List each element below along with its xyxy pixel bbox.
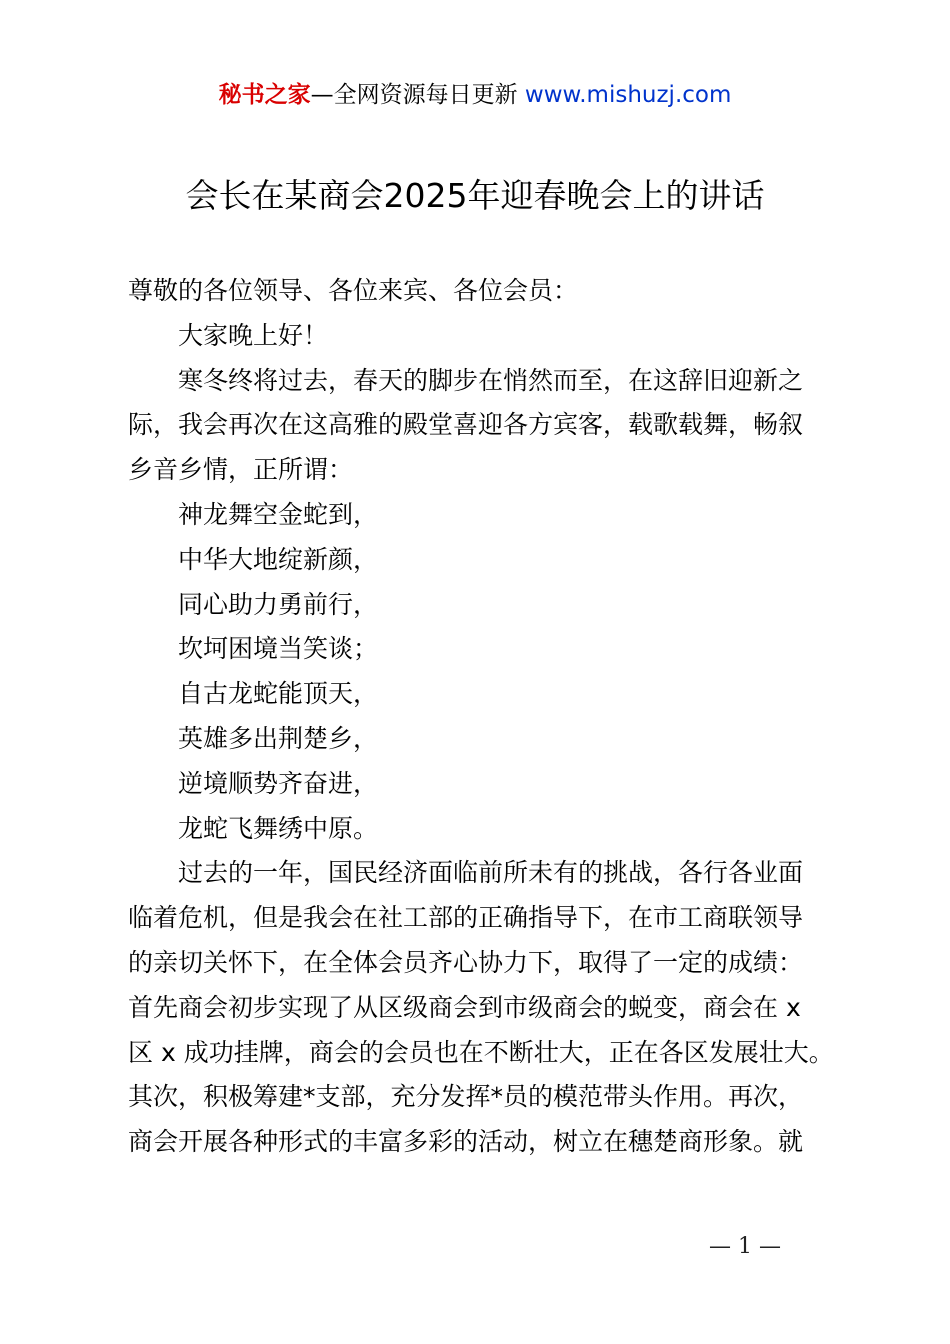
poem-line: 坎坷困境当笑谈； xyxy=(178,634,379,664)
document-title: 会长在某商会2025年迎春晚会上的讲话 xyxy=(185,176,765,215)
review-line: 其次，积极筹建*支部，充分发挥*员的模范带头作用。再次， xyxy=(128,1082,804,1112)
page-number: — 1 — xyxy=(709,1234,781,1259)
salutation: 尊敬的各位领导、各位来宾、各位会员： xyxy=(128,276,579,305)
poem-line: 自古龙蛇能顶天， xyxy=(178,679,379,709)
review-line: 的亲切关怀下，在全体会员齐心协力下，取得了一定的成绩： xyxy=(128,947,804,977)
brand-name: 秘书之家 xyxy=(218,82,311,108)
poem-line: 神龙舞空金蛇到， xyxy=(178,499,379,529)
intro-line: 际，我会再次在这高雅的殿堂喜迎各方宾客，载歌载舞，畅叙 xyxy=(128,410,804,440)
poem-line: 同心助力勇前行， xyxy=(178,589,379,619)
site-banner xyxy=(0,78,950,112)
review-line: 过去的一年，国民经济面临前所未有的挑战，各行各业面 xyxy=(178,858,804,888)
document-body xyxy=(128,269,848,1165)
poem-line: 英雄多出荆楚乡， xyxy=(178,723,379,753)
review-line: 商会开展各种形式的丰富多彩的活动，树立在穗楚商形象。就 xyxy=(128,1127,804,1157)
review-line: 区 x 成功挂牌，商会的会员也在不断壮大，正在各区发展壮大。 xyxy=(128,1037,834,1067)
banner-tagline: —全网资源每日更新 xyxy=(310,82,518,108)
poem-line: 中华大地绽新颜， xyxy=(178,544,379,574)
site-url-link[interactable]: www.mishuzj.com xyxy=(524,82,732,108)
greeting: 大家晚上好！ xyxy=(178,320,329,350)
intro-line: 乡音乡情，正所谓： xyxy=(128,455,354,485)
intro-line: 寒冬终将过去，春天的脚步在悄然而至，在这辞旧迎新之 xyxy=(178,365,804,395)
poem-line: 龙蛇飞舞绣中原。 xyxy=(178,813,379,843)
review-line: 临着危机，但是我会在社工部的正确指导下，在市工商联领导 xyxy=(128,903,804,933)
poem-line: 逆境顺势齐奋进， xyxy=(178,768,379,798)
review-line: 首先商会初步实现了从区级商会到市级商会的蜕变，商会在 x xyxy=(128,992,801,1022)
